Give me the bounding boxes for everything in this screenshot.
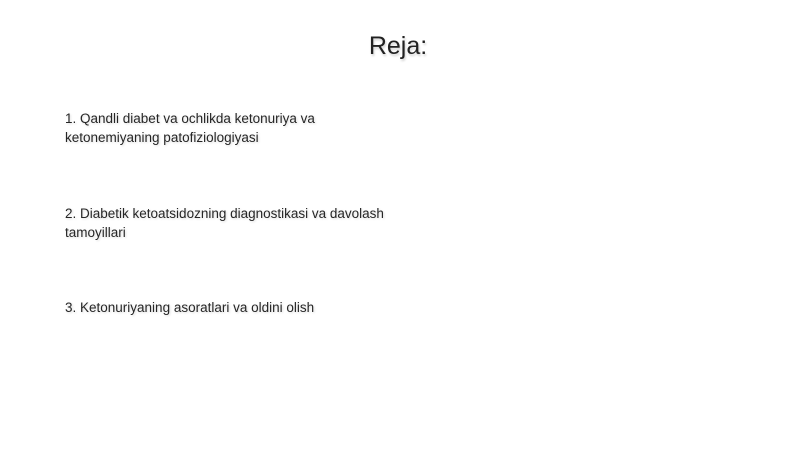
plan-item-3: 3. Ketonuriyaning asoratlari va oldini olish bbox=[65, 300, 315, 315]
plan-item-1: 1. Qandli diabet va ochlikda ketonuriya va ketonemiyaning patofiziologiyasi bbox=[65, 111, 315, 145]
slide-title: Reja: bbox=[368, 32, 428, 60]
plan-item-2: 2. Diabetik ketoatsidozning diagnostikasi va davolash tamoyillari bbox=[65, 206, 384, 240]
